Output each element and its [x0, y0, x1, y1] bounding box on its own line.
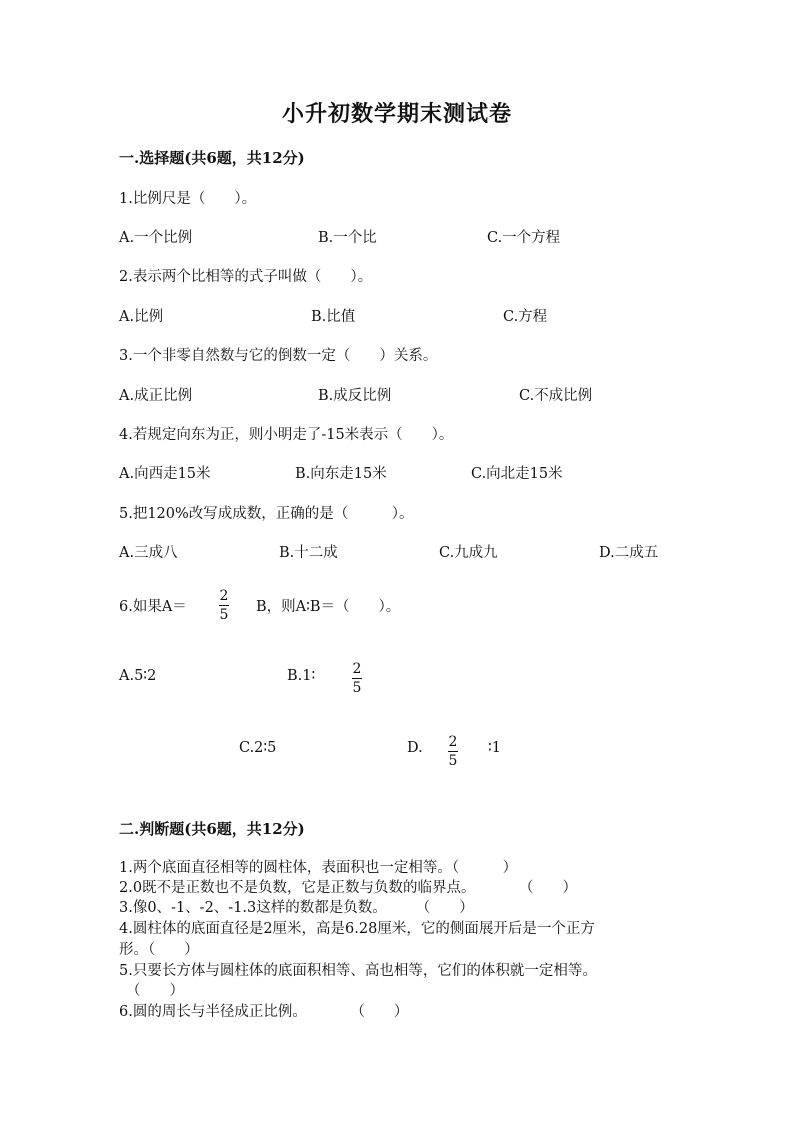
judgement-item-6: 6.圆的周长与半径成正比例。 （ ）: [119, 1004, 409, 1020]
fraction-two-fifths: [219, 587, 229, 624]
question-6-stem-end: B，则A∶B＝（ ）。: [256, 599, 401, 615]
q5-option-b: B.十二成: [279, 545, 338, 561]
q6-option-b-fraction: [352, 660, 362, 697]
question-4: 4.若规定向东为正，则小明走了-15米表示（ ）。: [119, 427, 454, 443]
q5-option-d: D.二成五: [599, 545, 659, 561]
section-heading-choice: 一.选择题(共6题，共12分): [119, 149, 305, 167]
q6-option-d: D.: [407, 740, 423, 756]
fraction-numerator: 2: [352, 661, 362, 677]
q5-option-a: A.三成八: [119, 545, 178, 561]
question-3: 3.一个非零自然数与它的倒数一定（ ）关系。: [119, 348, 438, 364]
fraction-denominator: 5: [219, 607, 229, 623]
fraction-denominator: 5: [352, 680, 362, 696]
judgement-item-3: 3.像0、-1、-2、-1.3这样的数都是负数。 （ ）: [119, 900, 474, 916]
q4-option-a: A.向西走15米: [119, 466, 211, 482]
q3-option-c: C.不成比例: [519, 388, 593, 404]
judgement-item-2: 2.0既不是正数也不是负数，它是正数与负数的临界点。 （ ）: [119, 880, 578, 896]
page-title: 小升初数学期末测试卷: [281, 101, 512, 127]
q5-option-c: C.九成九: [439, 545, 498, 561]
question-6-stem-start: 6.如果A＝: [119, 599, 187, 615]
q6-option-c: C.2∶5: [239, 740, 277, 756]
q6-option-a: A.5∶2: [119, 668, 157, 684]
q3-option-a: A.成正比例: [119, 388, 193, 404]
fraction-numerator: 2: [219, 588, 229, 604]
q1-option-a: A.一个比例: [119, 230, 193, 246]
judgement-item-1: 1.两个底面直径相等的圆柱体，表面积也一定相等。（ ）: [119, 860, 518, 876]
q1-option-c: C.一个方程: [487, 230, 561, 246]
q4-option-c: C.向北走15米: [471, 466, 563, 482]
section-heading-judgement: 二.判断题(共6题，共12分): [119, 820, 305, 838]
judgement-item-5-line-2: （ ）: [126, 983, 184, 999]
q4-option-b: B.向东走15米: [295, 466, 387, 482]
judgement-item-4-line-2: 形。（ ）: [119, 942, 199, 958]
q6-option-d-ratio: ∶1: [488, 740, 501, 756]
judgement-item-5-line-1: 5.只要长方体与圆柱体的底面积相等、高也相等，它们的体积就一定相等。: [119, 963, 597, 979]
q2-option-c: C.方程: [503, 309, 548, 325]
q6-option-b: B.1∶: [287, 668, 316, 684]
q2-option-a: A.比例: [119, 309, 164, 325]
q1-option-b: B.一个比: [318, 230, 377, 246]
q2-option-b: B.比值: [311, 309, 356, 325]
question-2: 2.表示两个比相等的式子叫做（ ）。: [119, 269, 373, 285]
q6-option-d-fraction: [448, 733, 458, 770]
question-1: 1.比例尺是（ ）。: [119, 191, 257, 207]
question-5: 5.把120%改写成成数，正确的是（ ）。: [119, 506, 414, 522]
fraction-denominator: 5: [448, 753, 458, 769]
q3-option-b: B.成反比例: [318, 388, 392, 404]
fraction-numerator: 2: [448, 734, 458, 750]
judgement-item-4-line-1: 4.圆柱体的底面直径是2厘米，高是6.28厘米，它的侧面展开后是一个正方: [119, 921, 595, 937]
